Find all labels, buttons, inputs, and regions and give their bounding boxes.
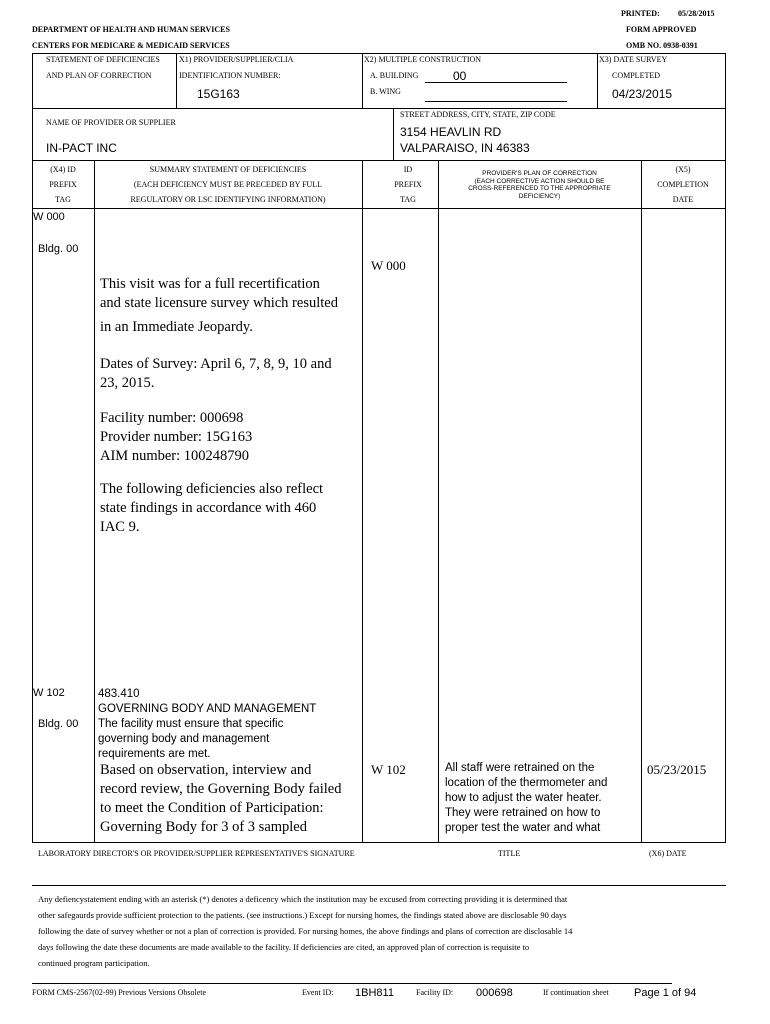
plan-line: proper test the water and what — [445, 822, 601, 834]
disclaimer-line: Any defiencystatement ending with an asterisk (*) denotes a deficency which the institution may be excused from correcting providing it is determined that — [38, 894, 568, 904]
paragraph-line: in an Immediate Jeopardy. — [100, 319, 253, 335]
wing-label: B. WING — [370, 87, 401, 96]
paragraph-line: This visit was for a full recertification — [100, 276, 320, 292]
x5-label: (X5) — [675, 165, 691, 174]
summary-header-3: REGULATORY OR LSC IDENTIFYING INFORMATION) — [130, 195, 326, 204]
paragraph-line: IAC 9. — [100, 519, 140, 535]
building-value: 00 — [453, 69, 467, 83]
address-label: STREET ADDRESS, CITY, STATE, ZIP CODE — [400, 110, 556, 119]
disclaimer-line: days following the date these documents are made available to the facility. If deficiencies are cited, an approved plan of correction is requisite to — [38, 942, 530, 952]
form-approved: FORM APPROVED — [626, 25, 697, 34]
multiple-construction-label: X2) MULTIPLE CONSTRUCTION — [364, 55, 482, 64]
provider-id-value: 15G163 — [197, 87, 240, 101]
regulation-text-line: governing body and management — [98, 733, 270, 745]
paragraph-line: to meet the Condition of Participation: — [100, 800, 324, 816]
disclaimer-line: other safegaurds provide sufficient protection to the patients. (see instructions.) Except for nursing homes, the findings stated above are disclosable 90 days — [38, 910, 567, 920]
printed-date: 05/28/2015 — [678, 9, 715, 18]
plan-header — [438, 170, 641, 200]
signature-label: LABORATORY DIRECTOR'S OR PROVIDER/SUPPLIER REPRESENTATIVE'S SIGNATURE — [38, 849, 355, 858]
entry-tag: W 102 — [33, 687, 65, 699]
plan-header-2: (EACH CORRECTIVE ACTION SHOULD BE — [474, 177, 605, 185]
prefix-label: PREFIX — [49, 180, 77, 189]
deficiency-paragraph — [100, 355, 332, 393]
paragraph-line: Based on observation, interview and — [100, 762, 312, 778]
summary-header-2: (EACH DEFICIENCY MUST BE PRECEDED BY FULL — [133, 180, 323, 189]
findings-paragraph — [100, 761, 341, 837]
id-tag-label: TAG — [400, 195, 416, 204]
date-label: DATE — [672, 195, 694, 204]
facility-id-label: Facility ID: — [416, 988, 454, 997]
event-id-label: Event ID: — [302, 988, 334, 997]
statement-label-1: STATEMENT OF DEFICIENCIES — [46, 55, 160, 64]
id-label: ID — [403, 165, 413, 174]
plan-line: They were retrained on how to — [445, 807, 601, 819]
regulation-text-line: requirements are met. — [98, 748, 211, 760]
plan-header-1: PROVIDER'S PLAN OF CORRECTION — [482, 170, 597, 177]
date-survey-label: X3) DATE SURVEY — [599, 55, 668, 64]
address-line-2: VALPARAISO, IN 46383 — [400, 141, 530, 155]
facility-id-value: 000698 — [476, 987, 513, 999]
disclaimer-line: continued program participation. — [38, 958, 150, 968]
completed-label: COMPLETED — [612, 71, 660, 80]
paragraph-line: and state licensure survey which resulted — [100, 295, 338, 311]
plan-header-4: DEFICIENCY) — [518, 192, 561, 200]
entry-tag: W 000 — [33, 211, 65, 223]
completion-label: COMPLETION — [657, 180, 709, 189]
survey-date-value: 04/23/2015 — [612, 87, 673, 101]
deficiency-paragraph — [100, 409, 252, 466]
omb-number: OMB NO. 0938-0391 — [626, 41, 698, 50]
deficiency-paragraph — [100, 275, 338, 337]
regulation-title: GOVERNING BODY AND MANAGEMENT — [98, 703, 317, 715]
event-id-value: 1BH811 — [355, 987, 394, 999]
paragraph-line: Facility number: 000698 — [100, 410, 244, 426]
paragraph-line: Dates of Survey: April 6, 7, 8, 9, 10 and — [100, 356, 332, 372]
entry-right-tag: W 000 — [371, 258, 406, 273]
plan-line: All staff were retrained on the — [445, 762, 595, 774]
identification-number-label: IDENTIFICATION NUMBER: — [179, 71, 281, 80]
centers-name: CENTERS FOR MEDICARE & MEDICAID SERVICES — [32, 41, 230, 50]
completion-date: 05/23/2015 — [647, 762, 707, 777]
paragraph-line: Governing Body for 3 of 3 sampled — [100, 819, 307, 835]
paragraph-line: Provider number: 15G163 — [100, 429, 253, 445]
statement-label-2: AND PLAN OF CORRECTION — [46, 71, 152, 80]
disclaimer — [38, 891, 572, 971]
form-number: FORM CMS-2567(02-99) Previous Versions Obsolete — [32, 988, 207, 997]
entry-building: Bldg. 00 — [38, 718, 79, 730]
regulation-text-line: The facility must ensure that specific — [98, 718, 284, 730]
department-name: DEPARTMENT OF HEALTH AND HUMAN SERVICES — [32, 25, 230, 34]
provider-id-label: X1) PROVIDER/SUPPLIER/CLIA — [179, 55, 294, 64]
page-number: Page 1 of 94 — [634, 987, 697, 999]
deficiency-paragraph — [100, 480, 323, 537]
x6-date-label: (X6) DATE — [649, 849, 687, 858]
paragraph-line: state findings in accordance with 460 — [100, 500, 317, 516]
title-label: TITLE — [498, 849, 521, 858]
provider-name-label: NAME OF PROVIDER OR SUPPLIER — [46, 118, 176, 127]
id-prefix-label: PREFIX — [394, 180, 422, 189]
entry-right-tag: W 102 — [371, 762, 406, 777]
building-label: A. BUILDING — [370, 71, 419, 80]
paragraph-line: record review, the Governing Body failed — [100, 781, 342, 797]
plan-line: how to adjust the water heater. — [445, 792, 602, 804]
disclaimer-line: following the date of survey whether or not a plan of correction is provided. For nursing homes, the above findings and plans of correction are disclosable 14 — [38, 926, 573, 936]
plan-header-3: CROSS-REFERENCED TO THE APPROPRIATE — [468, 185, 611, 192]
plan-of-correction — [445, 761, 607, 836]
paragraph-line: 23, 2015. — [100, 375, 155, 391]
entry-building: Bldg. 00 — [38, 243, 79, 255]
regulation-number: 483.410 — [98, 688, 140, 700]
provider-name-value: IN-PACT INC — [46, 141, 117, 155]
printed-label: PRINTED: — [621, 9, 660, 18]
tag-label: TAG — [55, 195, 71, 204]
paragraph-line: The following deficiencies also reflect — [100, 481, 324, 497]
x4-id-label: (X4) ID — [50, 165, 76, 174]
plan-line: location of the thermometer and — [445, 777, 608, 789]
continuation-label: If continuation sheet — [543, 988, 609, 997]
summary-header-1: SUMMARY STATEMENT OF DEFICIENCIES — [149, 165, 307, 174]
address-line-1: 3154 HEAVLIN RD — [400, 125, 502, 139]
paragraph-line: AIM number: 100248790 — [100, 448, 250, 464]
regulation-block — [98, 687, 316, 762]
